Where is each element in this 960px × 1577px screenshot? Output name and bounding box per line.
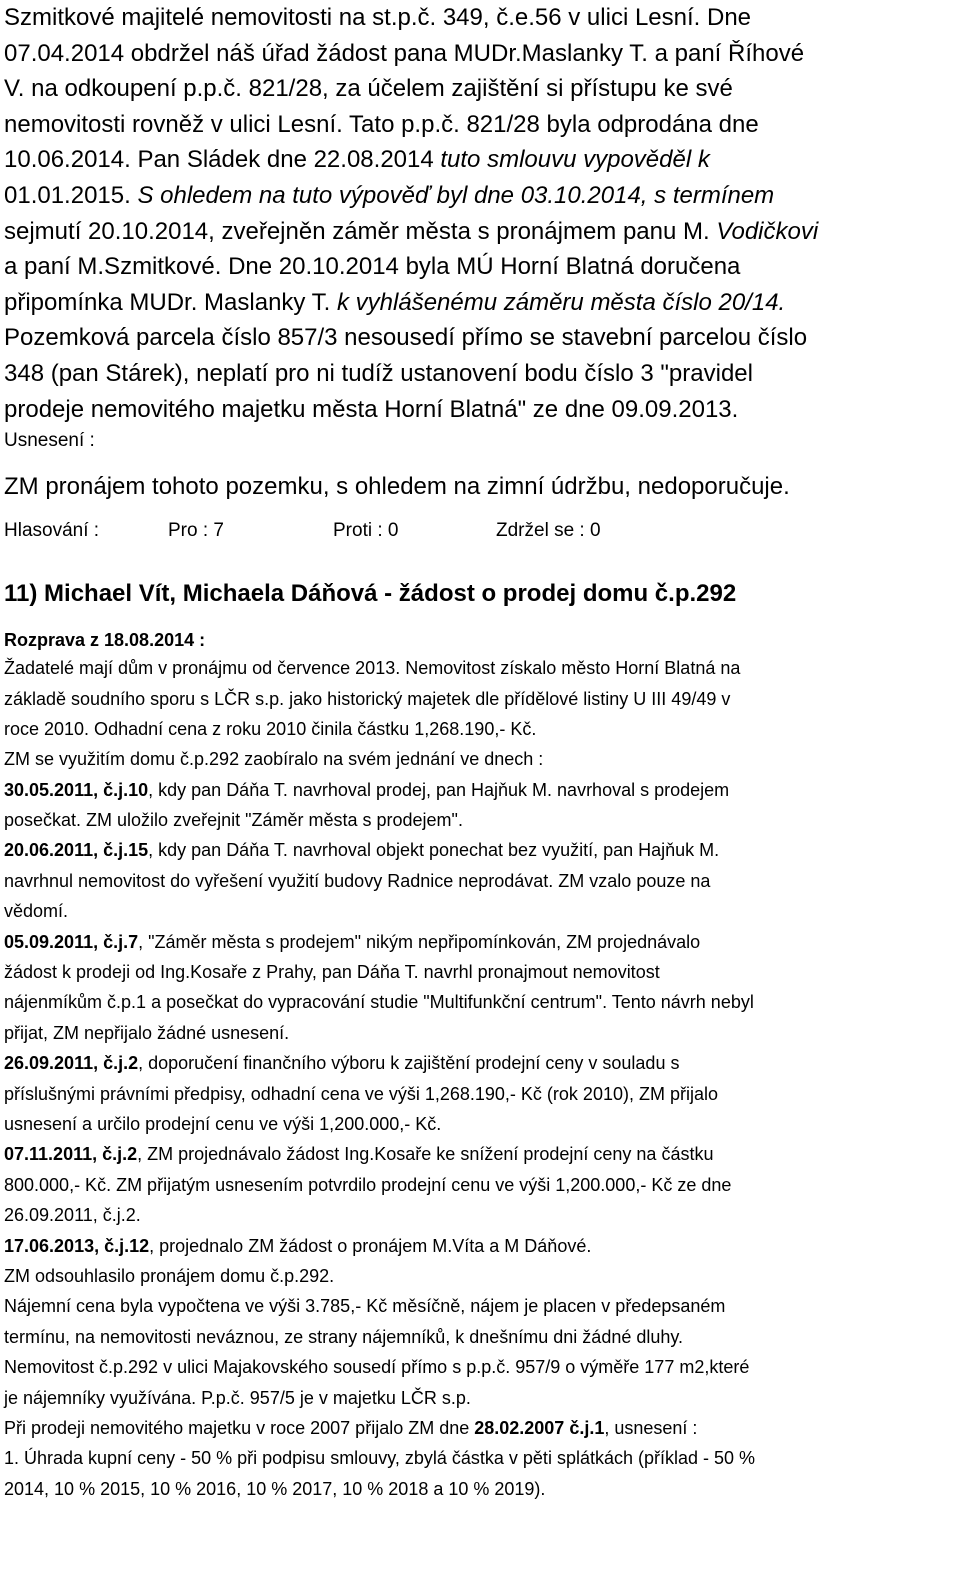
vote-label: Hlasování : [4,520,100,542]
body-text: žádost k prodeji od Ing.Kosaře z Prahy, pan Dáňa T. navrhl pronajmout nemovitost [4,962,660,983]
intro-line: Szmitkové majitelé nemovitosti na st.p.č. 349, č.e.56 v ulici Lesní. Dne [4,4,752,31]
body-text: , usnesení : [604,1417,698,1438]
body-text: Při prodeji nemovitého majetku v roce 2007 přijalo ZM dne [4,1417,475,1438]
body-line [4,1291,954,1321]
body-line [4,1443,954,1473]
vote-zdrzel: Zdržel se : 0 [496,520,601,542]
intro-line: a paní M.Szmitkové. Dne 20.10.2014 byla MÚ Horní Blatná doručena [4,253,741,281]
intro-line: V. na odkoupení p.p.č. 821/28, za účelem zajištění si přístupu ke své [4,75,733,103]
body-line [4,1261,954,1291]
body-line [4,1170,954,1200]
body-line [4,927,954,957]
body-line [4,1109,954,1139]
body-text: termínu, na nemovitosti neváznou, ze strany nájemníků, k dnešnímu dni žádné dluhy. [4,1326,684,1347]
body-text: 2014, 10 % 2015, 10 % 2016, 10 % 2017, 10 % 2018 a 10 % 2019). [4,1478,546,1499]
body-line [4,1018,954,1048]
body-line [4,805,954,835]
body-line [4,1474,954,1504]
usneseni-label-text: Usnesení : [4,430,95,452]
intro-line [4,214,954,250]
body-line [4,866,954,896]
intro-line [4,142,954,178]
body-line [4,1048,954,1078]
body-line [4,684,954,714]
meeting-reference: 26.09.2011, č.j.2 [4,1053,139,1074]
intro-line-italic: S ohledem na tuto výpověď byl dne 03.10.2014, s termínem [137,181,775,209]
meeting-reference: 20.06.2011, č.j.15 [4,840,149,861]
body-text: , ZM projednávalo žádost Ing.Kosaře ke snížení prodejní ceny na částku [137,1144,714,1165]
body-text: , "Záměr města s prodejem" nikým nepřipomínkován, ZM projednávalo [138,931,701,952]
body-line [4,1079,954,1109]
body-text: nájenmíkům č.p.1 a posečkat do vypracování studie "Multifunkční centrum". Tento návrh nebyl [4,992,754,1013]
intro-line-segment: 10.06.2014. Pan Sládek dne 22.08.2014 [4,146,441,174]
body-text: roce 2010. Odhadní cena z roku 2010 činila částku 1,268.190,- Kč. [4,718,537,739]
meeting-reference: 28.02.2007 č.j.1 [474,1417,605,1438]
body-line [4,1200,954,1230]
intro-line: prodeje nemovitého majetku města Horní Blatná" ze dne 09.09.2013. [4,395,739,423]
body-text: ZM se využitím domu č.p.292 zaobíralo na svém jednání ve dnech : [4,749,544,770]
vote-row [4,517,954,577]
body-text: příslušnými právními předpisy, odhadní cena ve výši 1,268.190,- Kč (rok 2010), ZM přijalo [4,1083,718,1104]
body-text: , projednalo ZM žádost o pronájem M.Víta a M Dáňové. [149,1235,592,1256]
rozprava-label: Rozprava z 18.08.2014 : [4,630,206,651]
body-text: , kdy pan Dáňa T. navrhoval prodej, pan Hajňuk M. navrhoval s prodejem [148,779,730,800]
body-line [4,896,954,926]
body-text: posečkat. ZM uložilo zveřejnit "Záměr města s prodejem". [4,810,463,831]
intro-line-segment: sejmutí 20.10.2014, zveřejněn záměr města s pronájmem panu M. [4,217,717,245]
body-text: 1. Úhrada kupní ceny - 50 % při podpisu smlouvy, zbylá částka v pěti splátkách (příklad - 50 % [4,1448,756,1469]
body-line [4,1231,954,1261]
meeting-reference: 30.05.2011, č.j.10 [4,779,149,800]
document-page [4,0,954,1504]
body-line [4,1413,954,1443]
body-text: 800.000,- Kč. ZM přijatým usnesením potvrdilo prodejní cenu ve výši 1,200.000,- Kč ze dne [4,1174,732,1195]
section-heading: 11) Michael Vít, Michaela Dáňová - žádost o prodej domu č.p.292 [4,580,737,608]
intro-paragraph [4,0,954,427]
intro-line-italic: k vyhlášenému záměru města číslo 20/14. [337,288,786,316]
body-line [4,835,954,865]
intro-line: nemovitosti rovněž v ulici Lesní. Tato p.p.č. 821/28 byla odprodána dne [4,110,759,138]
body-text: 26.09.2011, č.j.2. [4,1205,141,1226]
intro-line-segment: připomínka MUDr. Maslanky T. [4,288,337,316]
body-line [4,775,954,805]
body-text: usnesení a určilo prodejní cenu ve výši 1,200.000,- Kč. [4,1113,442,1134]
body-line [4,957,954,987]
vote-proti: Proti : 0 [333,520,399,542]
body-text: vědomí. [4,901,69,922]
body-line [4,1139,954,1169]
body-text: navrhnul nemovitost do vyřešení využití budovy Radnice neprodávat. ZM vzalo pouze na [4,870,711,891]
body-text: ZM odsouhlasilo pronájem domu č.p.292. [4,1265,335,1286]
intro-line: 348 (pan Stárek), neplatí pro ni tudíž ustanovení bodu číslo 3 "pravidel [4,359,753,387]
body-text: Nemovitost č.p.292 v ulici Majakovského sousedí přímo s p.p.č. 957/9 o výměře 177 m2,které [4,1357,750,1378]
body-line [4,653,954,683]
body-text: , doporučení finančního výboru k zajištění prodejní ceny v souladu s [138,1053,680,1074]
intro-line-italic: tuto smlouvu vypověděl k [440,146,710,174]
vote-pro: Pro : 7 [168,520,224,542]
body-text: základě soudního sporu s LČR s.p. jako historický majetek dle přídělové listiny U III 49/49 v [4,688,731,709]
body-text: je nájemníky využívána. P.p.č. 957/5 je v majetku LČR s.p. [4,1387,471,1408]
body-text: Žadatelé mají dům v pronájmu od července 2013. Nemovitost získalo město Horní Blatná na [4,658,741,679]
intro-line: Pozemková parcela číslo 857/3 nesousedí přímo se stavební parcelou číslo [4,324,808,352]
body-text: , kdy pan Dáňa T. navrhoval objekt ponechat bez využití, pan Hajňuk M. [148,840,720,861]
body-line [4,1322,954,1352]
body-line [4,714,954,744]
meeting-reference: 07.11.2011, č.j.2 [4,1144,138,1165]
meeting-reference: 17.06.2013, č.j.12 [4,1235,150,1256]
body-line [4,1352,954,1382]
body-paragraph [4,653,954,1504]
body-line [4,987,954,1017]
intro-line [4,178,954,214]
intro-line: 07.04.2014 obdržel náš úřad žádost pana MUDr.Maslanky T. a paní Říhové [4,39,805,67]
body-text: přijat, ZM nepřijalo žádné usnesení. [4,1022,290,1043]
intro-line-segment: 01.01.2015. [4,181,138,209]
resolution-text: ZM pronájem tohoto pozemku, s ohledem na zimní údržbu, nedoporučuje. [4,473,790,501]
intro-line [4,285,954,321]
intro-line-italic: Vodičkovi [716,217,819,245]
meeting-reference: 05.09.2011, č.j.7 [4,931,139,952]
usneseni-label [4,427,954,469]
body-line [4,1383,954,1413]
body-text: Nájemní cena byla vypočtena ve výši 3.785,- Kč měsíčně, nájem je placen v předepsaném [4,1296,726,1317]
body-line [4,744,954,774]
